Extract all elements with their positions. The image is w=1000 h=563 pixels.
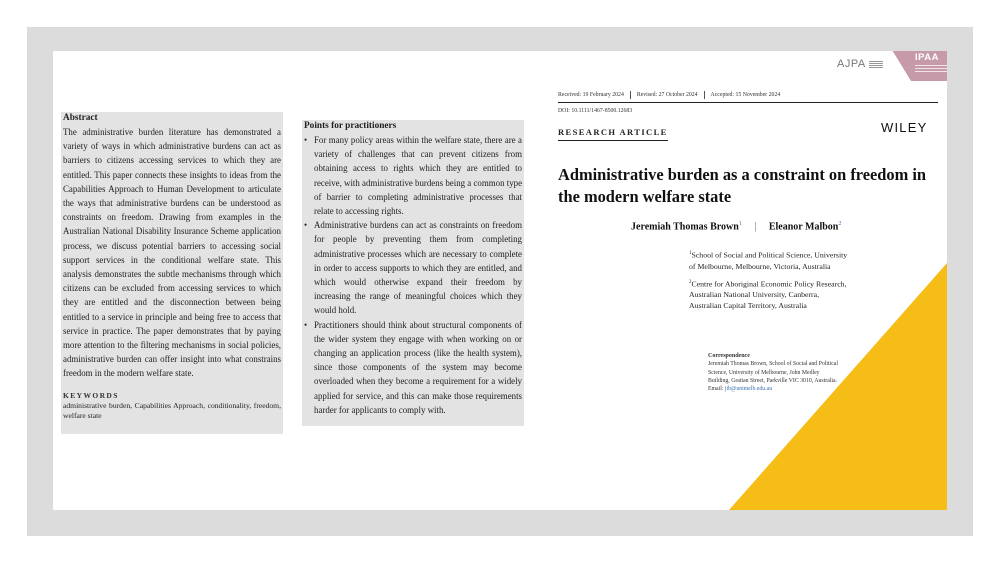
article-meta bbox=[558, 91, 938, 115]
ipaa-logo-text: IPAA bbox=[915, 52, 939, 63]
email-link[interactable]: jtb@unimelb.edu.au bbox=[724, 386, 773, 393]
list-item: • Administrative burdens can act as constraints on freedom for people by preventing them from completing administrative processes which are necessary to complete in order to access supports to which they are entitled, and which would otherwise expand their freedom by increasing the range of meaningful choices which they would hold. bbox=[304, 218, 522, 317]
article-dates bbox=[558, 91, 938, 103]
ajpa-logo-lines-icon bbox=[869, 61, 883, 68]
affiliation-text: Centre for Aboriginal Economic Policy Research, Australian National University, Canberra, Australian Capital Territory, Australia bbox=[689, 279, 847, 311]
affiliation-text: School of Social and Political Science, University of Melbourne, Melbourne, Victoria, Australia bbox=[689, 250, 848, 271]
author-affiliation-marker: 2 bbox=[838, 221, 842, 227]
keywords-heading: KEYWORDS bbox=[63, 390, 119, 400]
correspondence-heading: Correspondence bbox=[708, 353, 750, 359]
points-for-practitioners-section bbox=[302, 120, 524, 426]
ajpa-logo bbox=[837, 53, 893, 75]
affiliation-marker: 1 bbox=[689, 251, 692, 256]
ipaa-logo-lines-icon bbox=[915, 65, 947, 72]
list-item: • For many policy areas within the welfare state, there are a variety of challenges that can prevent citizens from obtaining access to rights which they are entitled to receive, with administrative burdens being a common type of barrier to completing administrative processes that relate to accessing rights. bbox=[304, 133, 522, 218]
correspondence-text: Jeremiah Thomas Brown, School of Social and Political Science, University of Melbourne, John Medley Building, Grattan Street, Parkville VIC 3010, Australia. bbox=[708, 361, 838, 384]
abstract-section bbox=[61, 112, 283, 434]
abstract-heading: Abstract bbox=[63, 113, 98, 123]
article-title: Administrative burden as a constraint on freedom in the modern welfare state bbox=[558, 165, 927, 206]
journal-logos bbox=[837, 51, 947, 87]
author-list bbox=[631, 221, 841, 232]
email-label: Email: bbox=[708, 386, 725, 393]
ipaa-logo-triangle-icon bbox=[889, 51, 911, 81]
author-affiliation-marker: 1 bbox=[738, 221, 742, 227]
affiliation-item bbox=[689, 248, 849, 272]
author-name[interactable]: Jeremiah Thomas Brown bbox=[631, 221, 739, 233]
article-doi: DOI: 10.1111/1467-8500.12683 bbox=[558, 108, 633, 114]
revised-date: Revised: 27 October 2024 bbox=[637, 91, 705, 99]
abstract-text: The administrative burden literature has demonstrated a variety of ways in which administrative burdens can act as barriers to citizens accessing services to which they are entitled. This paper connects these insights to ideas from the Capabilities Approach to Human Development to articulate the ways that administrative burdens can be understood as constraints on freedom. Drawing from examples in the Australian National Disability Insurance Scheme application process, we discuss potential barriers to accessing social support services in the conditional welfare state. This analysis demonstrates the subtle mechanisms through which citizens can be excluded from accessing services to which they are entitled and the disconnection between being entitled to a service in principle and being free to access that service in practice. The paper demonstrates that by paying more attention to the filtering mechanisms in social policies, administrative burden can offer insight into what constrains freedom in the modern welfare state. bbox=[63, 127, 281, 379]
paper-page bbox=[53, 51, 947, 510]
correspondence-block bbox=[708, 352, 838, 393]
author-separator: | bbox=[754, 221, 757, 233]
ajpa-logo-text: AJPA bbox=[837, 58, 866, 70]
points-heading: Points for practitioners bbox=[304, 121, 397, 131]
keywords-text: administrative burden, Capabilities Approach, conditionality, freedom, welfare state bbox=[63, 400, 281, 421]
affiliations bbox=[689, 248, 849, 316]
accepted-date: Accepted: 15 November 2024 bbox=[710, 92, 781, 98]
received-date: Received: 19 February 2024 bbox=[558, 91, 631, 99]
publisher-logo: WILEY bbox=[881, 120, 928, 135]
article-type-label: RESEARCH ARTICLE bbox=[558, 127, 668, 141]
list-item: • Practitioners should think about structural components of the wider system they engage with when working on or changing an application process (like the health system), since those components of the system may become overloaded when they become a requirement for a widely applied for service, and this can make those requirements harder for applicants to comply with. bbox=[304, 318, 522, 417]
correspondence-email-line bbox=[708, 385, 838, 393]
ipaa-logo bbox=[889, 51, 947, 81]
affiliation-item bbox=[689, 277, 849, 312]
author-name[interactable]: Eleanor Malbon bbox=[768, 221, 839, 233]
affiliation-marker: 2 bbox=[689, 279, 692, 285]
points-list bbox=[304, 133, 522, 417]
